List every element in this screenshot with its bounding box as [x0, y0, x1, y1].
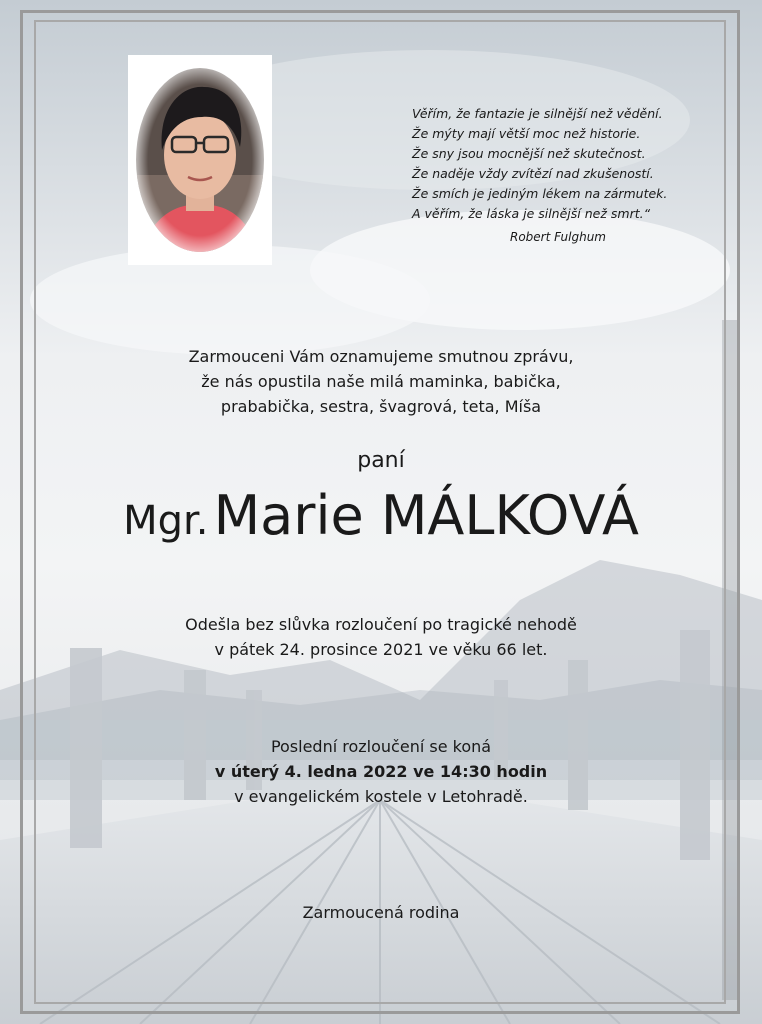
- funeral-datetime: v úterý 4. ledna 2022 ve 14:30 hodin: [214, 762, 548, 781]
- academic-title: Mgr.: [123, 498, 209, 544]
- quote-line: Že mýty mají větší moc než historie.: [412, 126, 641, 141]
- announcement: [40, 344, 722, 419]
- full-name: Marie MÁLKOVÁ: [213, 484, 639, 547]
- quote-line: Že smích je jediným lékem na zármutek.: [412, 186, 668, 201]
- quote-line: Věřím, že fantazie je silnější než vědění.: [412, 106, 663, 121]
- announcement-line: prababička, sestra, švagrová, teta, Míša: [220, 397, 542, 416]
- funeral-info: [40, 734, 722, 809]
- salutation: paní: [357, 448, 405, 473]
- memorial-quote: [412, 104, 712, 247]
- family-signature: Zarmoucená rodina: [302, 903, 460, 922]
- death-info: [40, 612, 722, 662]
- quote-author: Robert Fulghum: [509, 230, 606, 244]
- quote-line: Že naděje vždy zvítězí nad zkušeností.: [412, 166, 654, 181]
- funeral-line: Poslední rozloučení se koná: [270, 737, 492, 756]
- quote-line: A věřím, že láska je silnější než smrt.“: [412, 206, 651, 221]
- funeral-location: v evangelickém kostele v Letohradě.: [234, 787, 528, 806]
- portrait-photo: [128, 55, 272, 265]
- death-line: v pátek 24. prosince 2021 ve věku 66 let.: [214, 640, 548, 659]
- deceased-name: [40, 484, 722, 547]
- announcement-line: že nás opustila naše milá maminka, babička,: [201, 372, 561, 391]
- death-line: Odešla bez slůvka rozloučení po tragické nehodě: [185, 615, 577, 634]
- quote-line: Že sny jsou mocnější než skutečnost.: [412, 146, 646, 161]
- announcement-line: Zarmouceni Vám oznamujeme smutnou zprávu,: [188, 347, 574, 366]
